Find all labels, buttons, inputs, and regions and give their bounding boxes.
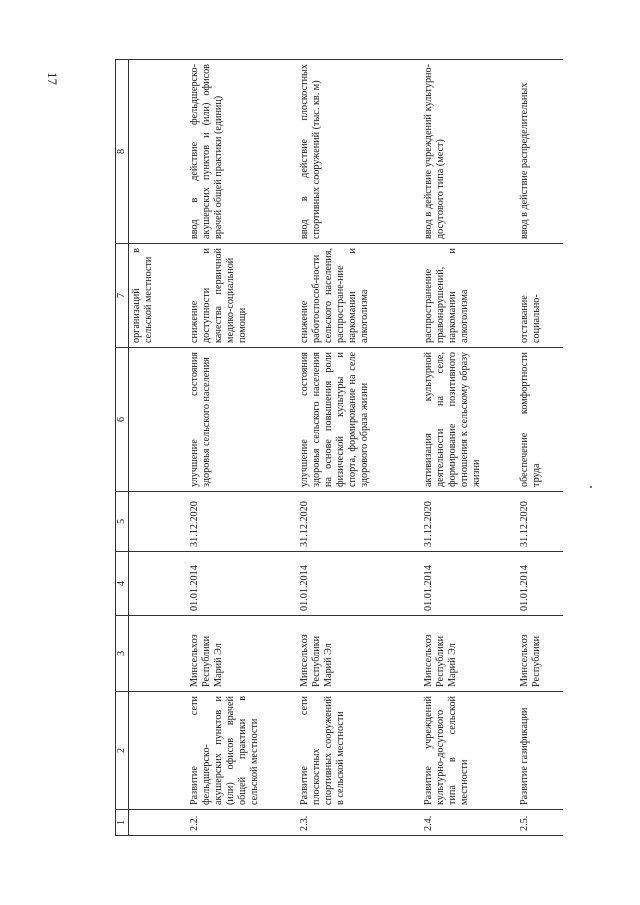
row-number: 2.2. [187, 810, 297, 836]
consequence: снижение работоспособ-ности сельского населения, распростране-ние наркомании и алкоголизма [297, 244, 421, 348]
table-row [297, 60, 421, 836]
end-date: 31.12.2020 [297, 492, 421, 552]
column-number: 4 [116, 552, 129, 616]
scan-speck [590, 486, 592, 488]
column-number: 2 [116, 692, 129, 810]
measure-name: Развитие газификации [517, 692, 563, 810]
continuation-text: организаций в сельской местности [129, 244, 187, 348]
table-row [421, 60, 517, 836]
executor: Минсельхоз Республики Марий Эл [421, 616, 517, 692]
row-number: 2.5. [517, 810, 563, 836]
consequence: распространение правонарушений, наркомании и алкоголизма [421, 244, 517, 348]
start-date: 01.01.2014 [421, 552, 517, 616]
executor: Минсельхоз Республики Марий Эл [297, 616, 421, 692]
table-row [187, 60, 297, 836]
measure-name: Развитие сети фельдшерско-акушерских пунктов и (или) офисов врачей общей практики в сельской местности [187, 692, 297, 810]
measure-name: Развитие учреждений культурно-досугового типа в сельской местности [421, 692, 517, 810]
expected-result: активизация культурной деятельности на селе, формирование позитивного отношения к сельскому образу жизни [421, 348, 517, 492]
indicator: ввод в действие учреждений культурно-досугового типа (мест) [421, 60, 517, 244]
indicator: ввод в действие плоскостных спортивных сооружений (тыс. кв. м) [297, 60, 421, 244]
end-date: 31.12.2020 [187, 492, 297, 552]
end-date: 31.12.2020 [517, 492, 563, 552]
column-number: 6 [116, 348, 129, 492]
executor: Минсельхоз Республики [517, 616, 563, 692]
consequence: снижение доступности и качества первичной медико-социальной помощи [187, 244, 297, 348]
column-number: 8 [116, 60, 129, 244]
rotated-page-content [115, 60, 560, 836]
start-date: 01.01.2014 [517, 552, 563, 616]
expected-result: улучшение состояния здоровья сельского населения на основе повышения роли физической культуры и спорта, формирование на селе здорового образа жизни [297, 348, 421, 492]
column-number-row [116, 60, 129, 836]
measures-table [115, 59, 563, 836]
indicator: ввод в действие фельдшерско-акушерских пунктов и (или) офисов врачей общей практики (единиц) [187, 60, 297, 244]
page-number: 17 [45, 72, 60, 85]
start-date: 01.01.2014 [187, 552, 297, 616]
row-number: 2.3. [297, 810, 421, 836]
row-number: 2.4. [421, 810, 517, 836]
table-row [517, 60, 563, 836]
executor: Минсельхоз Республики Марий Эл [187, 616, 297, 692]
measure-name: Развитие сети плоскостных спортивных сооружений в сельской местности [297, 692, 421, 810]
expected-result: обеспечение комфортности труда [517, 348, 563, 492]
column-number: 1 [116, 810, 129, 836]
column-number: 5 [116, 492, 129, 552]
consequence: отставание социально- [517, 244, 563, 348]
end-date: 31.12.2020 [421, 492, 517, 552]
start-date: 01.01.2014 [297, 552, 421, 616]
column-number: 3 [116, 616, 129, 692]
indicator: ввод в действие распределительных [517, 60, 563, 244]
continuation-row [129, 60, 187, 836]
expected-result: улучшение состояния здоровья сельского населения [187, 348, 297, 492]
column-number: 7 [116, 244, 129, 348]
